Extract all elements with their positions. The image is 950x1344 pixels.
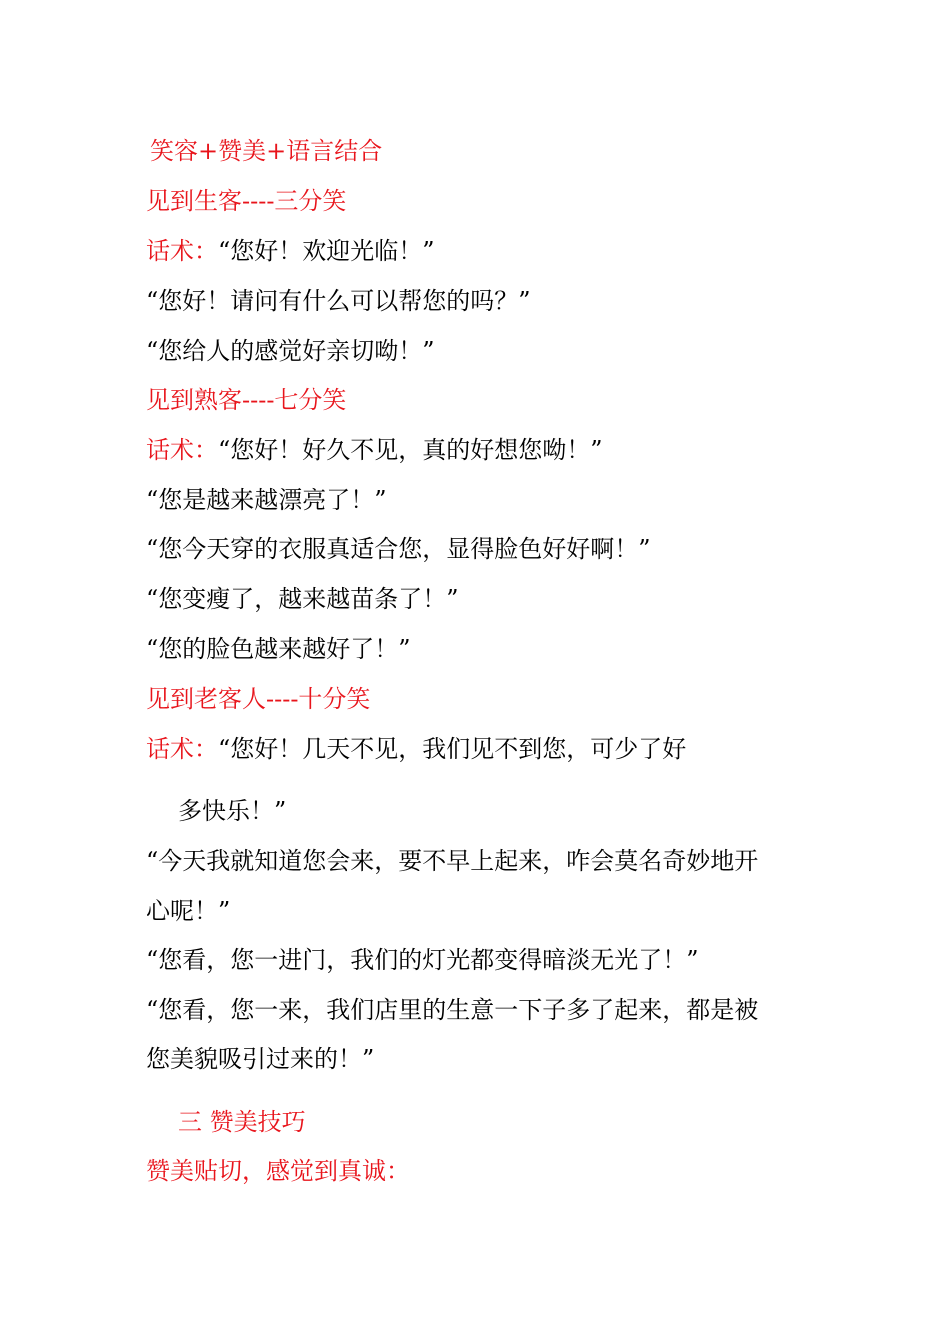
line-text: 笑容+赞美+语言结合	[150, 137, 383, 165]
line-text: “您变瘦了，越来越苗条了！”	[146, 585, 459, 613]
quote-line-continued	[146, 1044, 374, 1074]
line-text: “您好！请问有什么可以帮您的吗？”	[146, 287, 531, 315]
line-text: “您给人的感觉好亲切呦！”	[146, 337, 435, 365]
heading-sincere-praise	[146, 1156, 410, 1186]
quote-line	[146, 534, 651, 564]
line-text: “今天我就知道您会来，要不早上起来，咋会莫名奇妙地开	[146, 847, 759, 875]
script-label: 话术：	[146, 436, 218, 464]
section-title-smile-praise	[150, 136, 382, 166]
line-text: 赞美贴切，感觉到真诚：	[146, 1157, 410, 1185]
heading-regular-customer	[146, 385, 346, 415]
line-text: 见到生客----三分笑	[146, 187, 347, 215]
line-text: “您今天穿的衣服真适合您，显得脸色好好啊！”	[146, 535, 651, 563]
quote-line	[146, 995, 758, 1025]
line-text: 见到老客人----十分笑	[146, 685, 371, 713]
line-text: 见到熟客----七分笑	[146, 386, 347, 414]
quote-line	[146, 634, 411, 664]
line-text: “您好！欢迎光临！”	[218, 237, 435, 265]
quote-line	[146, 846, 758, 876]
quote-line	[146, 286, 531, 316]
line-text: “您好！好久不见，真的好想您呦！”	[218, 436, 603, 464]
line-text: 心呢！”	[146, 897, 231, 925]
script-label: 话术：	[146, 735, 218, 763]
line-text: “您是越来越漂亮了！”	[146, 486, 387, 514]
line-text: 多快乐！”	[178, 797, 287, 825]
line-text: “您的脸色越来越好了！”	[146, 635, 411, 663]
heading-new-customer	[146, 186, 346, 216]
script-line	[146, 236, 435, 266]
line-text: 您美貌吸引过来的！”	[146, 1045, 375, 1073]
line-text: “您看，您一进门，我们的灯光都变得暗淡无光了！”	[146, 946, 699, 974]
section-title-praise-tips	[178, 1107, 306, 1137]
script-label: 话术：	[146, 237, 218, 265]
heading-old-customer	[146, 684, 370, 714]
quote-line-continued	[178, 796, 286, 826]
script-line	[146, 734, 686, 764]
quote-line	[146, 336, 435, 366]
quote-line	[146, 485, 387, 515]
line-text: 三 赞美技巧	[178, 1108, 306, 1136]
line-text: “您看，您一来，我们店里的生意一下子多了起来，都是被	[146, 996, 759, 1024]
line-text: “您好！几天不见，我们见不到您，可少了好	[218, 735, 687, 763]
quote-line	[146, 584, 459, 614]
quote-line-continued	[146, 896, 230, 926]
script-line	[146, 435, 603, 465]
quote-line	[146, 945, 699, 975]
